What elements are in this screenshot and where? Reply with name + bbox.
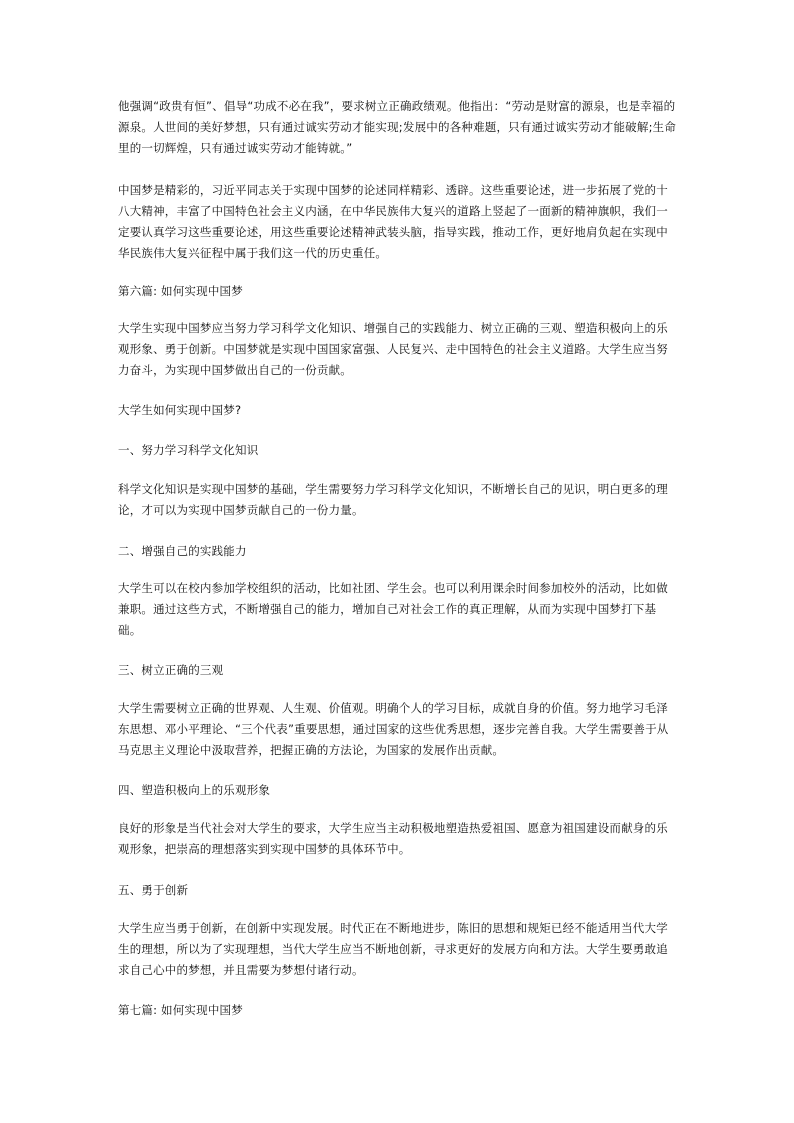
- subheading-1: 一、努力学习科学文化知识: [118, 443, 259, 457]
- paragraph-china-dream-summary: 中国梦是精彩的，习近平同志关于实现中国梦的论述同样精彩、透辟。这些重要论述，进一步拓展了党的十八大精神，丰富了中国特色社会主义内涵，在中华民族伟大复兴的道路上竖起了一面新的精神旗帜，我们一定要认真学习这些重要论述，用这些重要论述精神武装头脑，指导实践，推动工作，更好地肩负起在实现中华民族伟大复兴征程中属于我们这一代的历史重任。: [118, 183, 668, 260]
- question-heading: 大学生如何实现中国梦?: [118, 403, 242, 417]
- paragraph-3: 大学生需要树立正确的世界观、人生观、价值观。明确个人的学习目标，成就自身的价值。努力地学习毛泽东思想、邓小平理论、“三个代表”重要思想，通过国家的这些优秀思想，逐步完善自我。大学生需要善于从马克思主义理论中汲取营养，把握正确的方法论，为国家的发展作出贡献。: [118, 701, 669, 757]
- subheading-5: 五、勇于创新: [118, 883, 189, 897]
- subheading-3: 三、树立正确的三观: [118, 663, 224, 677]
- paragraph-labor: 他强调“政贵有恒”、倡导“功成不必在我”，要求树立正确政绩观。他指出：“劳动是财富的源泉，也是幸福的源泉。人世间的美好梦想，只有通过诚实劳动才能实现;发展中的各种难题，只有通过诚实劳动才能破解;生命里的一切辉煌，只有通过诚实劳动才能铸就。”: [118, 99, 677, 155]
- subheading-2: 二、增强自己的实践能力: [118, 544, 247, 558]
- paragraph-intro: 大学生实现中国梦应当努力学习科学文化知识、增强自己的实践能力、树立正确的三观、塑造积极向上的乐观形象、勇于创新。中国梦就是实现中国国家富强、人民复兴、走中国特色的社会主义道路。大学生应当努力奋斗，为实现中国梦做出自己的一份贡献。: [118, 321, 668, 377]
- paragraph-2: 大学生可以在校内参加学校组织的活动，比如社团、学生会。也可以利用课余时间参加校外的活动，比如做兼职。通过这些方式，不断增强自己的能力，增加自己对社会工作的真正理解，从而为实现中国梦打下基础。: [118, 581, 668, 637]
- section-heading-6: 第六篇: 如何实现中国梦: [118, 284, 243, 298]
- section-heading-7: 第七篇: 如何实现中国梦: [118, 1003, 243, 1017]
- paragraph-5: 大学生应当勇于创新，在创新中实现发展。时代正在不断地进步，陈旧的思想和规矩已经不能适用当代大学生的理想，所以为了实现理想，当代大学生应当不断地创新，寻求更好的发展方向和方法。大学生要勇敢追求自己心中的梦想，并且需要为梦想付诸行动。: [118, 921, 668, 977]
- paragraph-1: 科学文化知识是实现中国梦的基础，学生需要努力学习科学文化知识，不断增长自己的见识，明白更多的理论，才可以为实现中国梦贡献自己的一份力量。: [118, 482, 668, 517]
- paragraph-4: 良好的形象是当代社会对大学生的要求，大学生应当主动积极地塑造热爱祖国、愿意为祖国建设而献身的乐观形象，把崇高的理想落实到实现中国梦的具体环节中。: [118, 821, 668, 856]
- subheading-4: 四、塑造积极向上的乐观形象: [118, 783, 271, 797]
